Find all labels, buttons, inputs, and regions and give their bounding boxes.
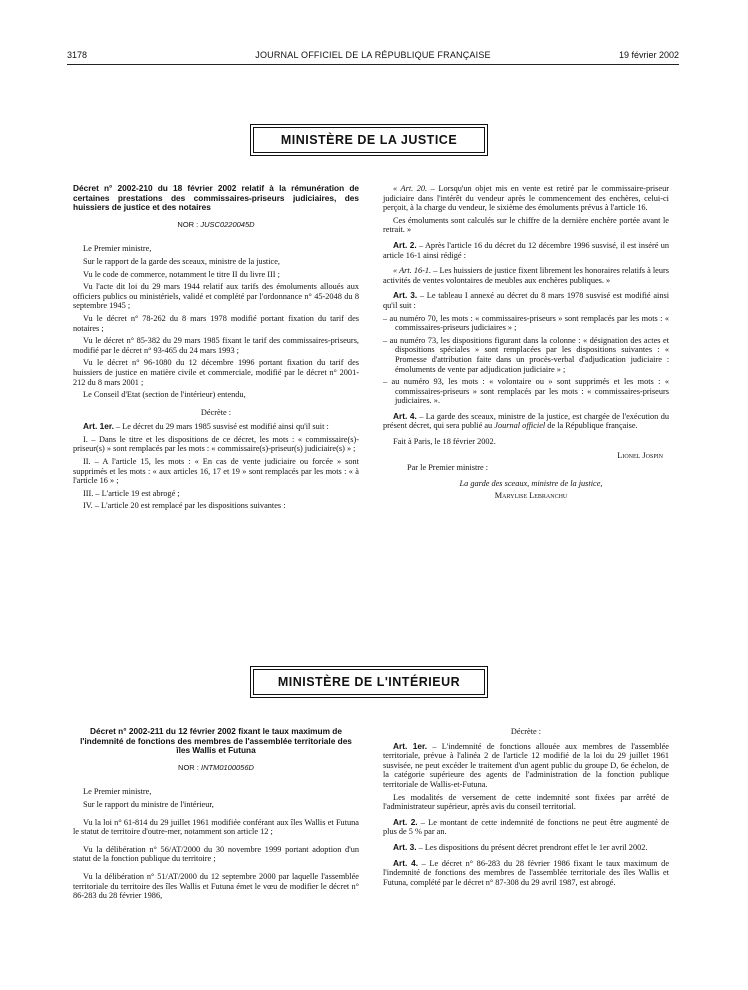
article-4: Art. 4. – Le décret n° 86-283 du 28 février 1986 fixant le taux maximum de l'indemnité de fonctions des membres de l'assemblée territoriale des îles Wallis et Futuna, complété par le décret n° 87-308 du 29 avril 1987, est abrogé. — [383, 857, 669, 887]
nor-reference: NOR : JUSC0220045D — [177, 219, 255, 229]
interieur-right-column — [383, 727, 669, 890]
paragraph: Le Premier ministre, — [83, 787, 152, 797]
by-prime-minister: Par le Premier ministre : — [407, 463, 489, 473]
article-2: Art. 2. – Après l'article 16 du décret du 12 décembre 1996 susvisé, il est inséré un article 16-1 ainsi rédigé : — [383, 239, 670, 260]
decree-title: Décret n° 2002-210 du 18 février 2002 relatif à la rémunération de certaines prestations des commissaires-priseurs judiciaires, des huissiers de justice et des notaires — [73, 183, 359, 213]
article-2: Art. 2. – Le montant de cette indemnité de fonctions ne peut être augmenté de plus de 5 % par an. — [383, 816, 669, 837]
garde-role: La garde des sceaux, ministre de la justice, — [459, 478, 603, 488]
issue-date: 19 février 2002 — [618, 50, 679, 60]
ministry-interieur-box — [250, 666, 488, 698]
article-16-1: « Art. 16-1. – Les huissiers de justice fixent librement les honoraires relatifs à leurs activités de ventes volontaires de meubles aux enchères publiques. » — [383, 266, 669, 285]
paragraph: II. – A l'article 15, les mots : « En cas de vente judiciaire ou forcée » sont supprimés et les mots : « aux articles 16, 17 et 19 » sont remplacés par les mots : « à l'article 16 » ; — [73, 457, 359, 486]
article-1: Art. 1er. – Le décret du 29 mars 1985 susvisé est modifié ainsi qu'il suit : — [83, 421, 329, 432]
article-4: Art. 4. – La garde des sceaux, ministre de la justice, est chargée de l'exécution du présent décret, qui sera publié au Journal officiel de la République française. — [383, 410, 669, 431]
paragraph: IV. – L'article 20 est remplacé par les dispositions suivantes : — [83, 501, 286, 511]
article-20: « Art. 20. – Lorsqu'un objet mis en vente est retiré par le commissaire-priseur judiciaire dans l'intérêt du vendeur après le commencement des enchères, celui-ci perçoit, à la charge du vendeur, le sixième des émoluments prévus à l'article 16. — [383, 184, 669, 213]
paragraph: Vu le décret n° 85-382 du 29 mars 1985 fixant le tarif des commissaires-priseurs, modifié par le décret n° 93-465 du 24 mars 1993 ; — [73, 336, 359, 355]
paragraph: Les modalités de versement de cette indemnité sont fixées par arrêté de l'administrateur supérieur, après avis du conseil territorial. — [383, 792, 669, 812]
paragraph: Le Premier ministre, — [83, 244, 152, 254]
signature-date: Fait à Paris, le 18 février 2002. — [393, 437, 496, 447]
page-number: 3178 — [67, 50, 88, 60]
paragraph: Vu l'acte dit loi du 29 mars 1944 relatif aux tarifs des émoluments alloués aux officiers publics ou ministériels, validé et complété par l'ordonnance n° 45-2048 du 8 septembre 1945 ; — [73, 282, 359, 311]
ministry-justice-box — [250, 124, 488, 156]
list-item: – au numéro 70, les mots : « commissaires-priseurs » sont remplacés par les mots : « commissaires-priseurs judiciaires » ; — [383, 313, 669, 333]
paragraph: Sur le rapport du ministre de l'intérieur, — [83, 799, 214, 809]
decrete-heading: Décrète : — [510, 727, 542, 736]
list-item: – au numéro 93, les mots : « volontaire ou » sont supprimés et les mots : « commissaires-priseurs » sont remplacés par les mots : « commissaires-priseurs judiciaires. ». — [383, 377, 669, 406]
paragraph: Vu la loi n° 61-814 du 29 juillet 1961 modifiée conférant aux îles Wallis et Futuna le statut de territoire d'outre-mer, notamment son article 12 ; — [73, 817, 359, 837]
decrete-heading: Décrète : — [200, 407, 232, 417]
paragraph: III. – L'article 19 est abrogé ; — [83, 488, 180, 498]
paragraph: Le Conseil d'Etat (section de l'intérieur) entendu, — [83, 390, 246, 400]
article-3: Art. 3. – Le tableau I annexé au décret du 8 mars 1978 susvisé est modifié ainsi qu'il suit : — [383, 290, 670, 310]
justice-left-column — [73, 184, 359, 514]
ministry-interieur-title: MINISTÈRE DE L'INTÉRIEUR — [253, 669, 485, 695]
paragraph: Vu la délibération n° 51/AT/2000 du 12 septembre 2000 par laquelle l'assemblée territoriale du territoire des îles Wallis et Futuna émet le vœu de modifier le décret n° 86-283 du 28 février 1986, — [73, 871, 359, 901]
paragraph: I. – Dans le titre et les dispositions de ce décret, les mots : « commissaire(s)-priseur(s) » sont remplacés par les mots : « commissaire(s)-priseur(s) judiciaire(s) » ; — [73, 434, 359, 454]
running-header — [67, 50, 679, 64]
article-3: Art. 3. – Les dispositions du présent décret prendront effet le 1er avril 2002. — [393, 841, 648, 852]
paragraph: Ces émoluments sont calculés sur le chiffre de la dernière enchère portée avant le retrait. » — [383, 215, 669, 235]
paragraph: Vu le code de commerce, notamment le titre II du livre III ; — [83, 269, 280, 279]
prime-minister-name: Lionel Jospin — [617, 450, 663, 460]
interieur-left-column — [73, 727, 359, 904]
paragraph: Vu le décret n° 96-1080 du 12 décembre 1996 portant fixation du tarif des huissiers de justice en matière civile et commerciale, modifié par le décret n° 2001-212 du 8 mars 2001 ; — [73, 358, 359, 387]
nor-reference: NOR : INTM0100056D — [178, 762, 254, 772]
garde-name: Marylise Lebranchu — [494, 491, 568, 501]
article-1: Art. 1er. – L'indemnité de fonctions allouée aux membres de l'assemblée territoriale, prévue à l'alinéa 2 de l'article 12 modifié de la loi du 29 juillet 1961 susvisée, ne peut excéder le traitement d'un agent public du groupe D, 6e échelon, de la catégorie supérieure des agents de l'administration de la fonction publique territoriale de Wallis-et-Futuna. — [383, 740, 669, 789]
justice-right-column — [383, 184, 669, 504]
paragraph: Sur le rapport de la garde des sceaux, ministre de la justice, — [83, 256, 280, 266]
paragraph: Vu la délibération n° 56/AT/2000 du 30 novembre 1999 portant adoption d'un statut de la fonction publique du territoire ; — [73, 844, 359, 864]
header-rule — [67, 64, 679, 65]
decree-title: Décret n° 2002-211 du 12 février 2002 fixant le taux maximum de l'indemnité de fonctions des membres de l'assemblée territoriale des îles Wallis et Futuna — [80, 726, 352, 756]
journal-title: JOURNAL OFFICIEL DE LA RÉPUBLIQUE FRANÇAISE — [255, 50, 491, 60]
ministry-justice-title: MINISTÈRE DE LA JUSTICE — [253, 127, 485, 153]
list-item: – au numéro 73, les dispositions figurant dans la colonne : « désignation des actes et dispositions spéciales » sont remplacées par les dispositions suivantes : « Promesse d'attribution faite dans un procès-verbal d'adjudication judiciaire : émoluments de vente par adjudication judiciaire » ; — [383, 335, 669, 374]
paragraph: Vu le décret n° 78-262 du 8 mars 1978 modifié portant fixation du tarif des notaires ; — [73, 313, 359, 333]
